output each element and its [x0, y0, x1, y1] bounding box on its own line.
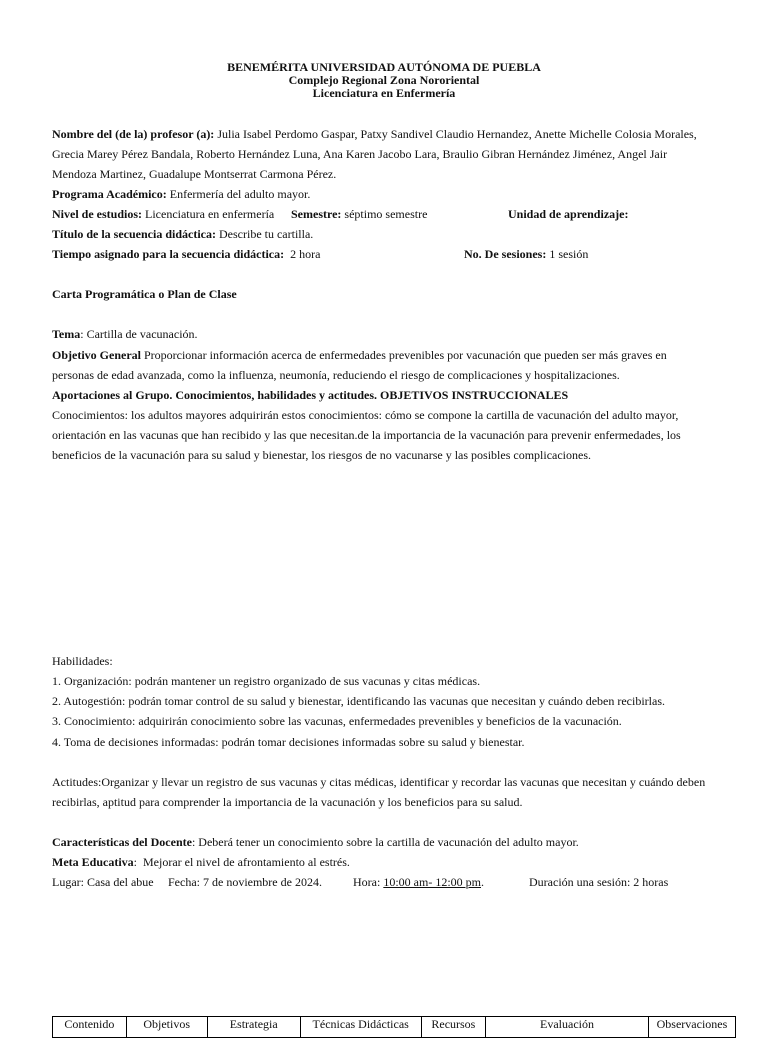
- carta-title-text: Carta Programática o Plan de Clase: [52, 287, 237, 301]
- table-header-cell: Objetivos: [126, 1017, 207, 1038]
- habilidades-title: Habilidades:: [52, 654, 113, 668]
- table-header-cell: Evaluación: [486, 1017, 649, 1038]
- aportaciones-text: Aportaciones al Grupo. Conocimientos, habilidades y actitudes. OBJETIVOS INSTRUCCIONALES: [52, 388, 569, 402]
- habilidad-item: 2. Autogestión: podrán tomar control de su salud y bienestar, identificando las vacunas que necesitan y cuándo deben recibirlas.: [52, 694, 666, 708]
- sesiones-value: 1 sesión: [546, 247, 589, 261]
- meta-field: [52, 852, 350, 872]
- habilidad-item: 3. Conocimiento: adquirirán conocimiento sobre las vacunas, enfermedades prevenibles y beneficios de la vacunación.: [52, 714, 622, 728]
- habilidad-item: 1. Organización: podrán mantener un registro organizado de sus vacunas y citas médicas.: [52, 674, 481, 688]
- duracion-text: Duración una sesión: 2 horas: [529, 875, 669, 889]
- sesiones-field: [464, 244, 588, 264]
- profesor-value: Julia Isabel Perdomo Gaspar, Patxy Sandivel Claudio Hernandez, Anette Michelle Colosia Morales, Grecia Marey Pérez Bandala, Roberto Hernández Luna, Ana Karen Jacobo Lara, Braulio Gibran Hernández Jiménez, Angel Jair Mendoza Martinez, Guadalupe Montserrat Carmona Pérez.: [52, 127, 697, 181]
- plan-table: [52, 1016, 736, 1038]
- nivel-label: Nivel de estudios:: [52, 207, 142, 221]
- university-name: BENEMÉRITA UNIVERSIDAD AUTÓNOMA DE PUEBLA: [227, 60, 541, 74]
- campus-name: Complejo Regional Zona Nororiental: [288, 73, 480, 87]
- programa-label: Programa Académico:: [52, 187, 167, 201]
- hora-value: 10:00 am- 12:00 pm: [383, 875, 481, 889]
- tema-label: Tema: [52, 327, 81, 341]
- hora-label: Hora:: [353, 875, 384, 889]
- aportaciones-heading: [52, 385, 568, 405]
- table-header-cell: Técnicas Didácticas: [300, 1017, 421, 1038]
- titulo-field: [52, 224, 313, 244]
- table-header-cell: Contenido: [53, 1017, 127, 1038]
- nivel-value: Licenciatura en enfermería: [142, 207, 275, 221]
- nivel-field: [52, 204, 274, 224]
- carta-title: [52, 284, 237, 304]
- docente-value: : Deberá tener un conocimiento sobre la cartilla de vacunación del adulto mayor.: [191, 835, 579, 849]
- profesor-label: Nombre del (de la) profesor (a):: [52, 127, 215, 141]
- table-header-cell: Estrategia: [207, 1017, 300, 1038]
- fecha-text: Fecha: 7 de noviembre de 2024.: [168, 875, 322, 889]
- document-header: [0, 61, 768, 100]
- meta-label: Meta Educativa: [52, 855, 134, 869]
- titulo-value: Describe tu cartilla.: [216, 227, 314, 241]
- unidad-field: [508, 204, 628, 224]
- tiempo-field: [52, 244, 320, 264]
- docente-field: [52, 832, 579, 852]
- objetivo-value: Proporcionar información acerca de enfermedades prevenibles por vacunación que pueden ser más graves en personas de edad avanzada, como la influenza, neumonía, reduciendo el riesgo de complicaciones y hospitalizaciones.: [52, 348, 667, 382]
- profesor-field: [52, 124, 707, 184]
- docente-label: Características del Docente: [52, 835, 192, 849]
- objetivo-label: Objetivo General: [52, 348, 141, 362]
- programa-field: [52, 184, 310, 204]
- sesiones-label: No. De sesiones:: [464, 247, 547, 261]
- lugar-text: Lugar: Casa del abue: [52, 875, 154, 889]
- semestre-value: séptimo semestre: [341, 207, 428, 221]
- tiempo-label: Tiempo asignado para la secuencia didáctica:: [52, 247, 285, 261]
- titulo-label: Título de la secuencia didáctica:: [52, 227, 216, 241]
- semestre-field: [291, 204, 427, 224]
- hora-end: .: [481, 875, 484, 889]
- tema-field: [52, 324, 198, 344]
- table-header-cell: Observaciones: [648, 1017, 735, 1038]
- unidad-label: Unidad de aprendizaje:: [508, 207, 629, 221]
- meta-value: : Mejorar el nivel de afrontamiento al estrés.: [133, 855, 350, 869]
- hora-field: [353, 872, 484, 892]
- habilidad-item: 4. Toma de decisiones informadas: podrán tomar decisiones informadas sobre su salud y bienestar.: [52, 735, 525, 749]
- conocimientos-paragraph: Conocimientos: los adultos mayores adquirirán estos conocimientos: cómo se compone la cartilla de vacunación del adulto mayor, orientación en las vacunas que han recibido y las que necesitan.de la importancia de la vacunación para prevenir enfermedades, los beneficios de la vacunación para su salud y bienestar, los riesgos de no vacunarse y las posibles complicaciones.: [52, 408, 681, 462]
- tema-value: : Cartilla de vacunación.: [80, 327, 198, 341]
- programa-value: Enfermería del adulto mayor.: [166, 187, 311, 201]
- table-header-cell: Recursos: [421, 1017, 486, 1038]
- objetivo-field: [52, 345, 707, 385]
- degree-name: Licenciatura en Enfermería: [312, 86, 456, 100]
- actitudes-paragraph: Actitudes:Organizar y llevar un registro de sus vacunas y citas médicas, identificar y recordar las vacunas que necesitan y cuándo deben recibirlas, aptitud para comprender la importancia de la vacunación y los beneficios para su salud.: [52, 775, 706, 809]
- table-header-row: [53, 1017, 736, 1038]
- semestre-label: Semestre:: [291, 207, 342, 221]
- tiempo-value: 2 hora: [284, 247, 321, 261]
